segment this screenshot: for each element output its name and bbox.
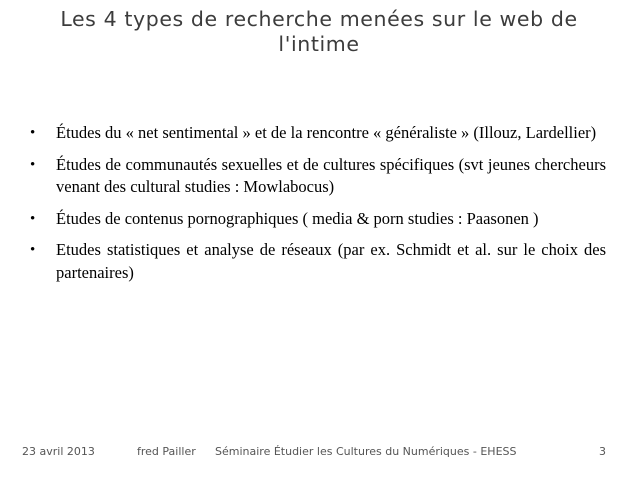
footer-event: Séminaire Étudier les Cultures du Numériques - EHESS	[215, 445, 517, 458]
footer-page-number: 3	[599, 445, 606, 458]
footer-author: fred Pailler	[137, 445, 196, 458]
bullet-item-pornographiques: • Études de contenus pornographiques ( media & porn studies : Paasonen )	[28, 208, 606, 231]
footer-date: 23 avril 2013	[22, 445, 95, 458]
slide-title: Les 4 types de recherche menées sur le web de l'intime	[60, 7, 578, 56]
bullet-item-communautes: • Études de communautés sexuelles et de cultures spécifiques (svt jeunes chercheurs venant des cultural studies : Mowlabocus)	[28, 154, 606, 199]
bullet-list	[28, 122, 606, 293]
bullet-item-statistiques: • Etudes statistiques et analyse de réseaux (par ex. Schmidt et al. sur le choix des partenaires)	[28, 239, 606, 284]
bullet-item-net-sentimental: • Études du « net sentimental » et de la rencontre « généraliste » (Illouz, Lardellier)	[28, 122, 606, 145]
slide-footer	[0, 445, 638, 463]
